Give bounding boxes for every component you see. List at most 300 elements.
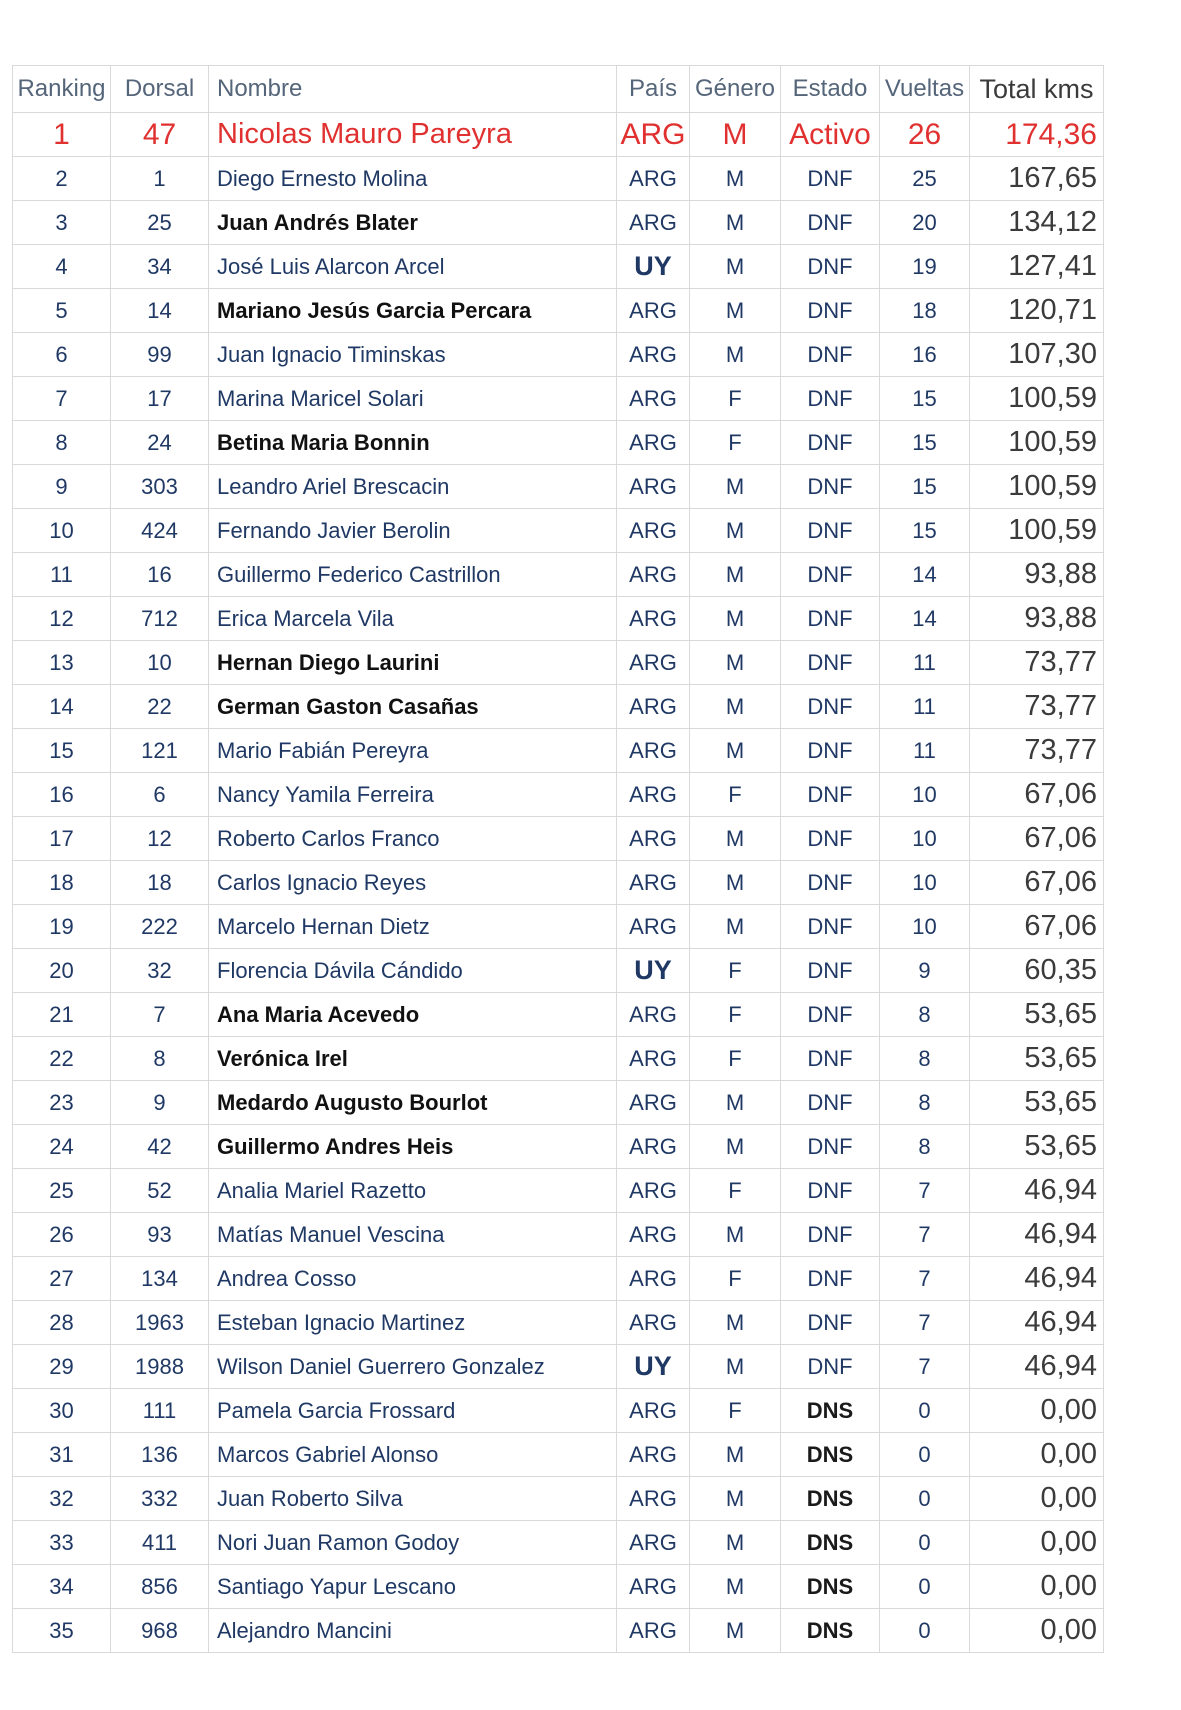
cell-genero[interactable]: F	[690, 1257, 781, 1301]
table-row[interactable]	[13, 949, 1104, 993]
cell-estado[interactable]: DNF	[781, 201, 880, 245]
table-row[interactable]	[13, 1433, 1104, 1477]
cell-pais[interactable]: ARG	[617, 509, 690, 553]
cell-dorsal[interactable]: 7	[111, 993, 209, 1037]
cell-vueltas[interactable]: 25	[880, 157, 970, 201]
cell-pais[interactable]: ARG	[617, 1477, 690, 1521]
cell-dorsal[interactable]: 1963	[111, 1301, 209, 1345]
cell-estado[interactable]: DNF	[781, 1169, 880, 1213]
cell-pais[interactable]: ARG	[617, 113, 690, 157]
cell-total-kms[interactable]: 120,71	[970, 289, 1104, 333]
cell-dorsal[interactable]: 121	[111, 729, 209, 773]
cell-ranking[interactable]: 34	[13, 1565, 111, 1609]
cell-ranking[interactable]: 27	[13, 1257, 111, 1301]
cell-pais[interactable]: ARG	[617, 817, 690, 861]
cell-vueltas[interactable]: 8	[880, 1125, 970, 1169]
cell-vueltas[interactable]: 15	[880, 421, 970, 465]
table-row[interactable]	[13, 729, 1104, 773]
cell-genero[interactable]: F	[690, 773, 781, 817]
cell-genero[interactable]: M	[690, 465, 781, 509]
cell-pais[interactable]: ARG	[617, 1257, 690, 1301]
cell-genero[interactable]: F	[690, 377, 781, 421]
table-row[interactable]	[13, 1609, 1104, 1653]
table-row[interactable]	[13, 1389, 1104, 1433]
table-row[interactable]	[13, 1169, 1104, 1213]
cell-estado[interactable]: DNF	[781, 509, 880, 553]
cell-ranking[interactable]: 7	[13, 377, 111, 421]
table-row[interactable]	[13, 1345, 1104, 1389]
cell-dorsal[interactable]: 303	[111, 465, 209, 509]
cell-pais[interactable]: UY	[617, 949, 690, 993]
cell-pais[interactable]: ARG	[617, 641, 690, 685]
header-total-kms[interactable]: Total kms	[970, 66, 1104, 113]
cell-genero[interactable]: F	[690, 1169, 781, 1213]
header-genero[interactable]: Género	[690, 66, 781, 113]
cell-nombre[interactable]: Marina Maricel Solari	[209, 377, 617, 421]
cell-ranking[interactable]: 35	[13, 1609, 111, 1653]
cell-total-kms[interactable]: 46,94	[970, 1301, 1104, 1345]
cell-nombre[interactable]: Pamela Garcia Frossard	[209, 1389, 617, 1433]
cell-dorsal[interactable]: 17	[111, 377, 209, 421]
table-row[interactable]	[13, 201, 1104, 245]
cell-genero[interactable]: F	[690, 421, 781, 465]
cell-dorsal[interactable]: 22	[111, 685, 209, 729]
cell-dorsal[interactable]: 856	[111, 1565, 209, 1609]
cell-estado[interactable]: DNF	[781, 465, 880, 509]
cell-vueltas[interactable]: 16	[880, 333, 970, 377]
table-row[interactable]	[13, 465, 1104, 509]
cell-nombre[interactable]: Nori Juan Ramon Godoy	[209, 1521, 617, 1565]
cell-vueltas[interactable]: 11	[880, 729, 970, 773]
cell-pais[interactable]: ARG	[617, 465, 690, 509]
cell-vueltas[interactable]: 7	[880, 1345, 970, 1389]
cell-genero[interactable]: M	[690, 1565, 781, 1609]
cell-nombre[interactable]: Guillermo Federico Castrillon	[209, 553, 617, 597]
cell-vueltas[interactable]: 15	[880, 465, 970, 509]
cell-vueltas[interactable]: 0	[880, 1389, 970, 1433]
cell-total-kms[interactable]: 53,65	[970, 1125, 1104, 1169]
cell-estado[interactable]: DNF	[781, 1257, 880, 1301]
cell-nombre[interactable]: Nicolas Mauro Pareyra	[209, 113, 617, 157]
cell-genero[interactable]: M	[690, 597, 781, 641]
cell-vueltas[interactable]: 11	[880, 685, 970, 729]
cell-genero[interactable]: F	[690, 1037, 781, 1081]
cell-dorsal[interactable]: 18	[111, 861, 209, 905]
header-estado[interactable]: Estado	[781, 66, 880, 113]
table-row[interactable]	[13, 157, 1104, 201]
cell-vueltas[interactable]: 8	[880, 1037, 970, 1081]
cell-ranking[interactable]: 24	[13, 1125, 111, 1169]
cell-pais[interactable]: ARG	[617, 1125, 690, 1169]
table-row[interactable]	[13, 553, 1104, 597]
cell-total-kms[interactable]: 167,65	[970, 157, 1104, 201]
cell-nombre[interactable]: Nancy Yamila Ferreira	[209, 773, 617, 817]
cell-genero[interactable]: M	[690, 1125, 781, 1169]
cell-nombre[interactable]: Leandro Ariel Brescacin	[209, 465, 617, 509]
cell-ranking[interactable]: 6	[13, 333, 111, 377]
cell-ranking[interactable]: 15	[13, 729, 111, 773]
cell-nombre[interactable]: Andrea Cosso	[209, 1257, 617, 1301]
cell-nombre[interactable]: Carlos Ignacio Reyes	[209, 861, 617, 905]
cell-total-kms[interactable]: 67,06	[970, 817, 1104, 861]
cell-dorsal[interactable]: 14	[111, 289, 209, 333]
cell-estado[interactable]: DNF	[781, 685, 880, 729]
cell-total-kms[interactable]: 100,59	[970, 421, 1104, 465]
cell-nombre[interactable]: Roberto Carlos Franco	[209, 817, 617, 861]
cell-nombre[interactable]: Mariano Jesús Garcia Percara	[209, 289, 617, 333]
cell-vueltas[interactable]: 15	[880, 377, 970, 421]
cell-dorsal[interactable]: 411	[111, 1521, 209, 1565]
cell-vueltas[interactable]: 15	[880, 509, 970, 553]
cell-total-kms[interactable]: 134,12	[970, 201, 1104, 245]
cell-pais[interactable]: ARG	[617, 993, 690, 1037]
cell-dorsal[interactable]: 99	[111, 333, 209, 377]
cell-ranking[interactable]: 21	[13, 993, 111, 1037]
cell-genero[interactable]: M	[690, 685, 781, 729]
cell-vueltas[interactable]: 0	[880, 1565, 970, 1609]
cell-pais[interactable]: ARG	[617, 1169, 690, 1213]
cell-total-kms[interactable]: 0,00	[970, 1477, 1104, 1521]
cell-nombre[interactable]: Verónica Irel	[209, 1037, 617, 1081]
table-row[interactable]	[13, 1213, 1104, 1257]
cell-vueltas[interactable]: 14	[880, 597, 970, 641]
cell-total-kms[interactable]: 53,65	[970, 993, 1104, 1037]
cell-nombre[interactable]: Mario Fabián Pereyra	[209, 729, 617, 773]
cell-dorsal[interactable]: 222	[111, 905, 209, 949]
cell-nombre[interactable]: Wilson Daniel Guerrero Gonzalez	[209, 1345, 617, 1389]
cell-nombre[interactable]: Juan Roberto Silva	[209, 1477, 617, 1521]
cell-genero[interactable]: M	[690, 729, 781, 773]
cell-estado[interactable]: DNF	[781, 861, 880, 905]
cell-dorsal[interactable]: 424	[111, 509, 209, 553]
cell-estado[interactable]: DNF	[781, 1081, 880, 1125]
cell-pais[interactable]: ARG	[617, 201, 690, 245]
cell-total-kms[interactable]: 60,35	[970, 949, 1104, 993]
cell-pais[interactable]: ARG	[617, 1081, 690, 1125]
cell-genero[interactable]: M	[690, 289, 781, 333]
cell-genero[interactable]: M	[690, 861, 781, 905]
cell-genero[interactable]: M	[690, 1081, 781, 1125]
cell-dorsal[interactable]: 332	[111, 1477, 209, 1521]
cell-nombre[interactable]: Marcelo Hernan Dietz	[209, 905, 617, 949]
cell-genero[interactable]: M	[690, 641, 781, 685]
table-row[interactable]	[13, 245, 1104, 289]
cell-pais[interactable]: ARG	[617, 333, 690, 377]
cell-estado[interactable]: DNF	[781, 1125, 880, 1169]
cell-dorsal[interactable]: 47	[111, 113, 209, 157]
cell-dorsal[interactable]: 93	[111, 1213, 209, 1257]
cell-dorsal[interactable]: 136	[111, 1433, 209, 1477]
cell-total-kms[interactable]: 53,65	[970, 1037, 1104, 1081]
cell-estado[interactable]: DNF	[781, 729, 880, 773]
cell-nombre[interactable]: Ana Maria Acevedo	[209, 993, 617, 1037]
cell-dorsal[interactable]: 9	[111, 1081, 209, 1125]
cell-pais[interactable]: ARG	[617, 773, 690, 817]
cell-nombre[interactable]: Guillermo Andres Heis	[209, 1125, 617, 1169]
cell-nombre[interactable]: Juan Andrés Blater	[209, 201, 617, 245]
cell-ranking[interactable]: 12	[13, 597, 111, 641]
cell-total-kms[interactable]: 100,59	[970, 377, 1104, 421]
table-row[interactable]	[13, 685, 1104, 729]
cell-dorsal[interactable]: 1	[111, 157, 209, 201]
cell-pais[interactable]: ARG	[617, 1609, 690, 1653]
header-pais[interactable]: País	[617, 66, 690, 113]
cell-vueltas[interactable]: 20	[880, 201, 970, 245]
cell-nombre[interactable]: Erica Marcela Vila	[209, 597, 617, 641]
cell-dorsal[interactable]: 32	[111, 949, 209, 993]
cell-dorsal[interactable]: 968	[111, 1609, 209, 1653]
cell-nombre[interactable]: Fernando Javier Berolin	[209, 509, 617, 553]
cell-nombre[interactable]: José Luis Alarcon Arcel	[209, 245, 617, 289]
cell-nombre[interactable]: Alejandro Mancini	[209, 1609, 617, 1653]
table-row[interactable]	[13, 333, 1104, 377]
cell-nombre[interactable]: German Gaston Casañas	[209, 685, 617, 729]
table-row[interactable]	[13, 1125, 1104, 1169]
cell-estado[interactable]: DNS	[781, 1433, 880, 1477]
cell-ranking[interactable]: 16	[13, 773, 111, 817]
cell-dorsal[interactable]: 52	[111, 1169, 209, 1213]
header-ranking[interactable]: Ranking	[13, 66, 111, 113]
cell-ranking[interactable]: 18	[13, 861, 111, 905]
cell-ranking[interactable]: 9	[13, 465, 111, 509]
cell-estado[interactable]: DNF	[781, 1345, 880, 1389]
cell-ranking[interactable]: 30	[13, 1389, 111, 1433]
cell-estado[interactable]: DNF	[781, 597, 880, 641]
cell-pais[interactable]: ARG	[617, 1389, 690, 1433]
cell-vueltas[interactable]: 7	[880, 1301, 970, 1345]
cell-vueltas[interactable]: 0	[880, 1477, 970, 1521]
table-row[interactable]	[13, 1037, 1104, 1081]
cell-total-kms[interactable]: 93,88	[970, 553, 1104, 597]
cell-ranking[interactable]: 2	[13, 157, 111, 201]
cell-estado[interactable]: DNF	[781, 905, 880, 949]
cell-vueltas[interactable]: 8	[880, 993, 970, 1037]
cell-dorsal[interactable]: 25	[111, 201, 209, 245]
cell-estado[interactable]: DNF	[781, 377, 880, 421]
cell-genero[interactable]: M	[690, 905, 781, 949]
cell-pais[interactable]: ARG	[617, 157, 690, 201]
cell-estado[interactable]: DNF	[781, 993, 880, 1037]
cell-vueltas[interactable]: 0	[880, 1521, 970, 1565]
cell-estado[interactable]: DNS	[781, 1565, 880, 1609]
cell-estado[interactable]: DNS	[781, 1389, 880, 1433]
cell-vueltas[interactable]: 18	[880, 289, 970, 333]
cell-ranking[interactable]: 10	[13, 509, 111, 553]
cell-pais[interactable]: ARG	[617, 685, 690, 729]
cell-pais[interactable]: ARG	[617, 1565, 690, 1609]
cell-dorsal[interactable]: 1988	[111, 1345, 209, 1389]
cell-nombre[interactable]: Esteban Ignacio Martinez	[209, 1301, 617, 1345]
cell-ranking[interactable]: 31	[13, 1433, 111, 1477]
cell-pais[interactable]: ARG	[617, 421, 690, 465]
cell-dorsal[interactable]: 134	[111, 1257, 209, 1301]
cell-total-kms[interactable]: 73,77	[970, 685, 1104, 729]
cell-ranking[interactable]: 29	[13, 1345, 111, 1389]
cell-vueltas[interactable]: 10	[880, 817, 970, 861]
table-row[interactable]	[13, 1521, 1104, 1565]
cell-dorsal[interactable]: 8	[111, 1037, 209, 1081]
cell-nombre[interactable]: Florencia Dávila Cándido	[209, 949, 617, 993]
table-row[interactable]	[13, 1565, 1104, 1609]
cell-pais[interactable]: ARG	[617, 289, 690, 333]
cell-genero[interactable]: M	[690, 817, 781, 861]
cell-vueltas[interactable]: 0	[880, 1609, 970, 1653]
table-row[interactable]	[13, 905, 1104, 949]
cell-pais[interactable]: ARG	[617, 553, 690, 597]
cell-ranking[interactable]: 11	[13, 553, 111, 597]
cell-nombre[interactable]: Diego Ernesto Molina	[209, 157, 617, 201]
table-row[interactable]	[13, 289, 1104, 333]
cell-pais[interactable]: ARG	[617, 1521, 690, 1565]
cell-dorsal[interactable]: 6	[111, 773, 209, 817]
cell-genero[interactable]: M	[690, 157, 781, 201]
cell-estado[interactable]: DNF	[781, 553, 880, 597]
cell-total-kms[interactable]: 46,94	[970, 1169, 1104, 1213]
cell-estado[interactable]: DNF	[781, 773, 880, 817]
cell-vueltas[interactable]: 26	[880, 113, 970, 157]
cell-genero[interactable]: M	[690, 333, 781, 377]
cell-ranking[interactable]: 23	[13, 1081, 111, 1125]
cell-total-kms[interactable]: 46,94	[970, 1213, 1104, 1257]
table-row[interactable]	[13, 1257, 1104, 1301]
cell-ranking[interactable]: 19	[13, 905, 111, 949]
table-row[interactable]	[13, 377, 1104, 421]
cell-genero[interactable]: M	[690, 553, 781, 597]
cell-dorsal[interactable]: 42	[111, 1125, 209, 1169]
cell-total-kms[interactable]: 46,94	[970, 1345, 1104, 1389]
cell-ranking[interactable]: 1	[13, 113, 111, 157]
cell-estado[interactable]: DNF	[781, 245, 880, 289]
cell-pais[interactable]: ARG	[617, 1301, 690, 1345]
cell-vueltas[interactable]: 10	[880, 773, 970, 817]
cell-ranking[interactable]: 22	[13, 1037, 111, 1081]
cell-nombre[interactable]: Marcos Gabriel Alonso	[209, 1433, 617, 1477]
cell-ranking[interactable]: 13	[13, 641, 111, 685]
cell-genero[interactable]: M	[690, 1345, 781, 1389]
cell-vueltas[interactable]: 10	[880, 861, 970, 905]
cell-genero[interactable]: M	[690, 509, 781, 553]
cell-ranking[interactable]: 4	[13, 245, 111, 289]
cell-total-kms[interactable]: 73,77	[970, 729, 1104, 773]
cell-vueltas[interactable]: 8	[880, 1081, 970, 1125]
cell-estado[interactable]: DNF	[781, 289, 880, 333]
table-row[interactable]	[13, 773, 1104, 817]
cell-nombre[interactable]: Analia Mariel Razetto	[209, 1169, 617, 1213]
cell-ranking[interactable]: 25	[13, 1169, 111, 1213]
cell-pais[interactable]: ARG	[617, 1433, 690, 1477]
cell-genero[interactable]: F	[690, 1389, 781, 1433]
table-row[interactable]	[13, 817, 1104, 861]
cell-total-kms[interactable]: 100,59	[970, 509, 1104, 553]
cell-vueltas[interactable]: 9	[880, 949, 970, 993]
cell-vueltas[interactable]: 10	[880, 905, 970, 949]
cell-nombre[interactable]: Santiago Yapur Lescano	[209, 1565, 617, 1609]
cell-nombre[interactable]: Juan Ignacio Timinskas	[209, 333, 617, 377]
cell-total-kms[interactable]: 0,00	[970, 1389, 1104, 1433]
cell-nombre[interactable]: Medardo Augusto Bourlot	[209, 1081, 617, 1125]
cell-estado[interactable]: DNF	[781, 641, 880, 685]
cell-vueltas[interactable]: 7	[880, 1169, 970, 1213]
cell-estado[interactable]: DNF	[781, 1037, 880, 1081]
cell-dorsal[interactable]: 34	[111, 245, 209, 289]
cell-estado[interactable]: DNF	[781, 333, 880, 377]
cell-dorsal[interactable]: 16	[111, 553, 209, 597]
table-row[interactable]	[13, 861, 1104, 905]
cell-genero[interactable]: M	[690, 1521, 781, 1565]
cell-ranking[interactable]: 8	[13, 421, 111, 465]
cell-pais[interactable]: UY	[617, 245, 690, 289]
cell-total-kms[interactable]: 0,00	[970, 1565, 1104, 1609]
cell-total-kms[interactable]: 67,06	[970, 773, 1104, 817]
cell-ranking[interactable]: 5	[13, 289, 111, 333]
cell-genero[interactable]: M	[690, 1433, 781, 1477]
cell-pais[interactable]: ARG	[617, 1037, 690, 1081]
cell-total-kms[interactable]: 174,36	[970, 113, 1104, 157]
cell-estado[interactable]: DNF	[781, 1301, 880, 1345]
cell-dorsal[interactable]: 712	[111, 597, 209, 641]
cell-estado[interactable]: Activo	[781, 113, 880, 157]
cell-estado[interactable]: DNF	[781, 157, 880, 201]
cell-genero[interactable]: M	[690, 1301, 781, 1345]
cell-estado[interactable]: DNF	[781, 817, 880, 861]
cell-estado[interactable]: DNF	[781, 949, 880, 993]
table-row[interactable]	[13, 993, 1104, 1037]
cell-nombre[interactable]: Hernan Diego Laurini	[209, 641, 617, 685]
cell-genero[interactable]: F	[690, 949, 781, 993]
cell-nombre[interactable]: Betina Maria Bonnin	[209, 421, 617, 465]
cell-genero[interactable]: M	[690, 1477, 781, 1521]
header-vueltas[interactable]: Vueltas	[880, 66, 970, 113]
cell-dorsal[interactable]: 24	[111, 421, 209, 465]
cell-total-kms[interactable]: 0,00	[970, 1521, 1104, 1565]
cell-genero[interactable]: M	[690, 245, 781, 289]
cell-pais[interactable]: UY	[617, 1345, 690, 1389]
cell-pais[interactable]: ARG	[617, 729, 690, 773]
cell-ranking[interactable]: 20	[13, 949, 111, 993]
cell-vueltas[interactable]: 11	[880, 641, 970, 685]
cell-estado[interactable]: DNS	[781, 1521, 880, 1565]
table-row[interactable]	[13, 1301, 1104, 1345]
table-row[interactable]	[13, 597, 1104, 641]
cell-dorsal[interactable]: 111	[111, 1389, 209, 1433]
cell-nombre[interactable]: Matías Manuel Vescina	[209, 1213, 617, 1257]
cell-total-kms[interactable]: 0,00	[970, 1433, 1104, 1477]
cell-total-kms[interactable]: 0,00	[970, 1609, 1104, 1653]
cell-ranking[interactable]: 17	[13, 817, 111, 861]
cell-estado[interactable]: DNF	[781, 1213, 880, 1257]
cell-total-kms[interactable]: 107,30	[970, 333, 1104, 377]
cell-pais[interactable]: ARG	[617, 377, 690, 421]
cell-genero[interactable]: M	[690, 201, 781, 245]
cell-estado[interactable]: DNS	[781, 1477, 880, 1521]
cell-pais[interactable]: ARG	[617, 1213, 690, 1257]
cell-pais[interactable]: ARG	[617, 861, 690, 905]
table-row[interactable]	[13, 421, 1104, 465]
table-row[interactable]	[13, 509, 1104, 553]
cell-total-kms[interactable]: 46,94	[970, 1257, 1104, 1301]
cell-genero[interactable]: M	[690, 1609, 781, 1653]
cell-vueltas[interactable]: 0	[880, 1433, 970, 1477]
cell-ranking[interactable]: 14	[13, 685, 111, 729]
cell-total-kms[interactable]: 100,59	[970, 465, 1104, 509]
cell-total-kms[interactable]: 73,77	[970, 641, 1104, 685]
cell-total-kms[interactable]: 93,88	[970, 597, 1104, 641]
cell-pais[interactable]: ARG	[617, 597, 690, 641]
table-row[interactable]	[13, 1081, 1104, 1125]
cell-genero[interactable]: M	[690, 113, 781, 157]
cell-dorsal[interactable]: 10	[111, 641, 209, 685]
cell-ranking[interactable]: 32	[13, 1477, 111, 1521]
